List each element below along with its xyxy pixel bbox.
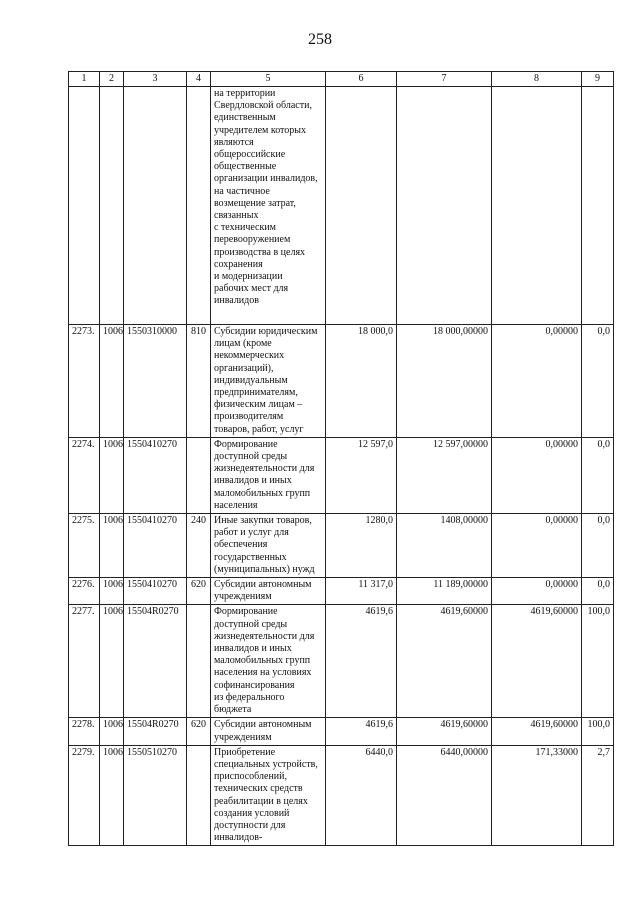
planned-amount: 18 000,0 (326, 325, 397, 438)
target-article: 15504R0270 (124, 605, 187, 718)
row-description: Субсидии автономным учреждениям (211, 718, 326, 745)
table-header-row (69, 72, 614, 87)
section-code: 1006 (100, 437, 124, 513)
section-code: 1006 (100, 718, 124, 745)
row-description: Формирование доступной среды жизнедеятельности для инвалидов и иных маломобильных групп населения (211, 437, 326, 513)
page-number: 258 (308, 31, 332, 48)
expense-type (187, 745, 211, 846)
section-code: 1006 (100, 514, 124, 578)
execution-percent: 2,7 (582, 745, 614, 846)
target-article: 1550510270 (124, 745, 187, 846)
target-article: 1550410270 (124, 437, 187, 513)
planned-amount: 1280,0 (326, 514, 397, 578)
executed-amount: 0,00000 (492, 514, 582, 578)
row-number: 2276. (69, 578, 100, 605)
expense-type: 240 (187, 514, 211, 578)
continuation-row (69, 87, 614, 325)
section-code: 1006 (100, 578, 124, 605)
table-row (69, 578, 614, 605)
refined-amount: 11 189,00000 (397, 578, 492, 605)
row-number: 2279. (69, 745, 100, 846)
column-header: 6 (326, 72, 397, 87)
planned-amount: 6440,0 (326, 745, 397, 846)
expense-type: 810 (187, 325, 211, 438)
refined-amount: 1408,00000 (397, 514, 492, 578)
planned-amount: 4619,6 (326, 605, 397, 718)
table-row (69, 514, 614, 578)
column-header: 2 (100, 72, 124, 87)
table-row (69, 745, 614, 846)
row-description: Субсидии автономным учреждениям (211, 578, 326, 605)
row-number: 2275. (69, 514, 100, 578)
section-code: 1006 (100, 745, 124, 846)
row-description: Приобретение специальных устройств, приспособлений, технических средств реабилитации в целях создания условий доступности для инвалидов- (211, 745, 326, 846)
column-header: 8 (492, 72, 582, 87)
planned-amount: 4619,6 (326, 718, 397, 745)
table-row (69, 325, 614, 438)
column-header: 5 (211, 72, 326, 87)
executed-amount: 0,00000 (492, 578, 582, 605)
target-article: 1550310000 (124, 325, 187, 438)
row-description: Иные закупки товаров, работ и услуг для обеспечения государственных (муниципальных) нужд (211, 514, 326, 578)
column-header: 7 (397, 72, 492, 87)
expense-type (187, 437, 211, 513)
row-number: 2278. (69, 718, 100, 745)
target-article: 1550410270 (124, 514, 187, 578)
refined-amount: 18 000,00000 (397, 325, 492, 438)
table-row (69, 718, 614, 745)
refined-amount: 4619,60000 (397, 718, 492, 745)
executed-amount: 4619,60000 (492, 718, 582, 745)
table-row (69, 437, 614, 513)
continuation-description: на территории Свердловской области, единственным учредителем которых являются общероссийские общественные организации инвалидов, на частичное возмещение затрат, связанных с техническим перевооружением производства в целях сохранения и модернизации рабочих мест для инвалидов (211, 87, 326, 325)
execution-percent: 0,0 (582, 578, 614, 605)
expense-type: 620 (187, 718, 211, 745)
column-header: 3 (124, 72, 187, 87)
execution-percent: 100,0 (582, 718, 614, 745)
expense-type (187, 605, 211, 718)
section-code: 1006 (100, 325, 124, 438)
row-number: 2274. (69, 437, 100, 513)
execution-percent: 0,0 (582, 437, 614, 513)
refined-amount: 12 597,00000 (397, 437, 492, 513)
executed-amount: 171,33000 (492, 745, 582, 846)
row-number: 2273. (69, 325, 100, 438)
column-header: 1 (69, 72, 100, 87)
refined-amount: 6440,00000 (397, 745, 492, 846)
execution-percent: 100,0 (582, 605, 614, 718)
budget-table (68, 71, 614, 846)
execution-percent: 0,0 (582, 325, 614, 438)
executed-amount: 4619,60000 (492, 605, 582, 718)
target-article: 1550410270 (124, 578, 187, 605)
executed-amount: 0,00000 (492, 325, 582, 438)
table-row (69, 605, 614, 718)
planned-amount: 11 317,0 (326, 578, 397, 605)
planned-amount: 12 597,0 (326, 437, 397, 513)
column-header: 9 (582, 72, 614, 87)
executed-amount: 0,00000 (492, 437, 582, 513)
row-description: Формирование доступной среды жизнедеятельности для инвалидов и иных маломобильных групп населения на условиях софинансирования из федерального бюджета (211, 605, 326, 718)
column-header: 4 (187, 72, 211, 87)
row-description: Субсидии юридическим лицам (кроме некоммерческих организаций), индивидуальным предпринимателям, физическим лицам – производителям товаров, работ, услуг (211, 325, 326, 438)
expense-type: 620 (187, 578, 211, 605)
section-code: 1006 (100, 605, 124, 718)
refined-amount: 4619,60000 (397, 605, 492, 718)
row-number: 2277. (69, 605, 100, 718)
execution-percent: 0,0 (582, 514, 614, 578)
target-article: 15504R0270 (124, 718, 187, 745)
